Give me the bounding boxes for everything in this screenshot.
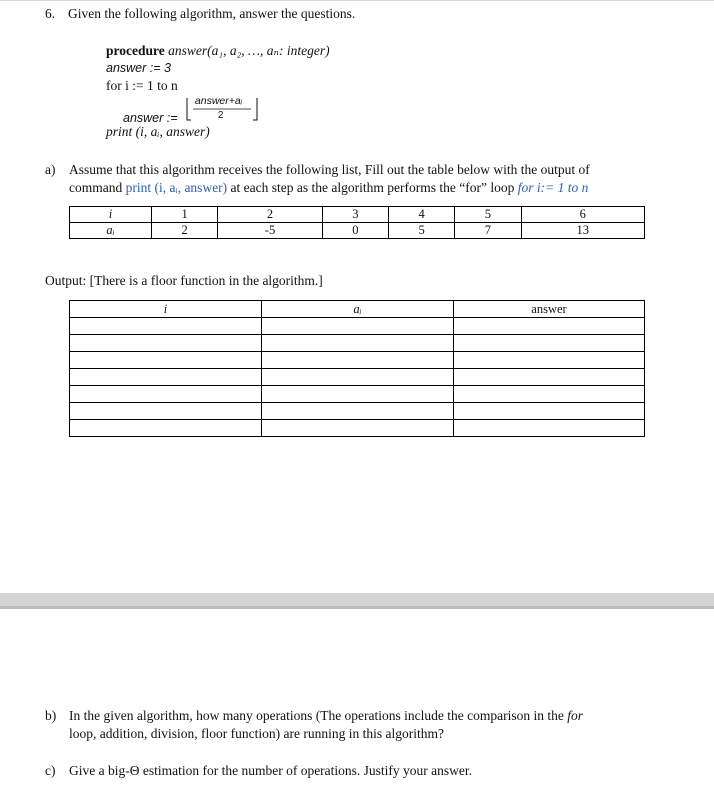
part-b-text: In the given algorithm, how many operations (The operations include the comparison in the <box>69 708 564 723</box>
output-cell[interactable] <box>70 386 262 403</box>
output-cell[interactable] <box>454 403 645 420</box>
output-cell[interactable] <box>454 352 645 369</box>
list-cell: 0 <box>322 223 388 239</box>
output-cell[interactable] <box>70 403 262 420</box>
list-cell: 5 <box>455 207 521 223</box>
output-header-row <box>70 301 645 318</box>
list-cell: 2 <box>152 223 218 239</box>
list-header-i: i <box>70 207 152 223</box>
output-table <box>69 300 645 437</box>
list-cell: 3 <box>322 207 388 223</box>
list-table-row-i <box>70 207 645 223</box>
list-cell: 6 <box>521 207 644 223</box>
list-cell: -5 <box>218 223 322 239</box>
output-cell[interactable] <box>454 386 645 403</box>
list-cell: 7 <box>455 223 521 239</box>
output-cell[interactable] <box>262 420 454 437</box>
output-header-i: i <box>70 301 262 318</box>
top-border <box>0 0 714 1</box>
print-line <box>106 124 210 140</box>
output-cell[interactable] <box>262 335 454 352</box>
part-b-for-keyword: for <box>567 708 584 723</box>
part-b-text-line1 <box>69 708 583 724</box>
output-cell[interactable] <box>70 318 262 335</box>
output-cell[interactable] <box>70 369 262 386</box>
list-header-a: aᵢ <box>70 223 152 239</box>
part-a-mid-text: at each step as the algorithm performs the “for” loop <box>230 180 515 195</box>
print-statement: print (i, aᵢ, answer) <box>106 124 210 139</box>
for-line: for i := 1 to n <box>106 78 178 93</box>
part-a-text-line2 <box>69 180 588 196</box>
init-line: answer := 3 <box>106 61 171 75</box>
output-cell[interactable] <box>262 403 454 420</box>
output-cell[interactable] <box>262 369 454 386</box>
output-row <box>70 335 645 352</box>
output-cell[interactable] <box>70 420 262 437</box>
output-cell[interactable] <box>454 318 645 335</box>
list-cell: 13 <box>521 223 644 239</box>
output-cell[interactable] <box>70 335 262 352</box>
input-list-table <box>69 206 645 239</box>
list-cell: 4 <box>388 207 454 223</box>
assign-line <box>123 95 265 125</box>
procedure-keyword: procedure <box>106 43 165 58</box>
question-number: 6. <box>45 6 56 21</box>
output-row <box>70 420 645 437</box>
output-row <box>70 403 645 420</box>
list-cell: 5 <box>388 223 454 239</box>
output-cell[interactable] <box>262 318 454 335</box>
output-cell[interactable] <box>454 369 645 386</box>
list-cell: 2 <box>218 207 322 223</box>
output-cell[interactable] <box>70 352 262 369</box>
output-row <box>70 352 645 369</box>
part-c-label: c) <box>45 763 56 778</box>
output-label: Output: [There is a floor function in the algorithm.] <box>45 273 323 288</box>
part-b-label: b) <box>45 708 57 723</box>
output-table-body <box>70 318 645 437</box>
fraction-numerator: answer+aᵢ <box>194 95 243 107</box>
part-b-text-line2: loop, addition, division, floor function) are running in this algorithm? <box>69 726 444 741</box>
output-row <box>70 318 645 335</box>
output-cell[interactable] <box>454 420 645 437</box>
list-cell: 1 <box>152 207 218 223</box>
page-break-separator <box>0 593 714 609</box>
assign-lhs: answer := <box>123 111 178 126</box>
part-a-label: a) <box>45 162 56 177</box>
output-row <box>70 369 645 386</box>
fraction-denominator: 2 <box>217 110 224 121</box>
part-a-for-ref: for i:= 1 to n <box>517 180 589 195</box>
part-a-command-word: command <box>69 180 123 195</box>
part-c-text: Give a big-Θ estimation for the number of operations. Justify your answer. <box>69 763 473 778</box>
output-cell[interactable] <box>262 352 454 369</box>
output-header-answer: answer <box>454 301 645 318</box>
procedure-line <box>106 43 330 59</box>
part-a-text-line1: Assume that this algorithm receives the following list, Fill out the table below with the output of <box>69 162 590 177</box>
output-cell[interactable] <box>454 335 645 352</box>
part-a-print-ref: print (i, aᵢ, answer) <box>125 180 228 195</box>
output-row <box>70 386 645 403</box>
output-cell[interactable] <box>262 386 454 403</box>
list-table-row-a <box>70 223 645 239</box>
question-prompt: Given the following algorithm, answer the questions. <box>68 6 356 21</box>
procedure-signature: answer(a₁, a₂, …, aₙ: integer) <box>168 43 330 58</box>
output-header-a: aᵢ <box>262 301 454 318</box>
